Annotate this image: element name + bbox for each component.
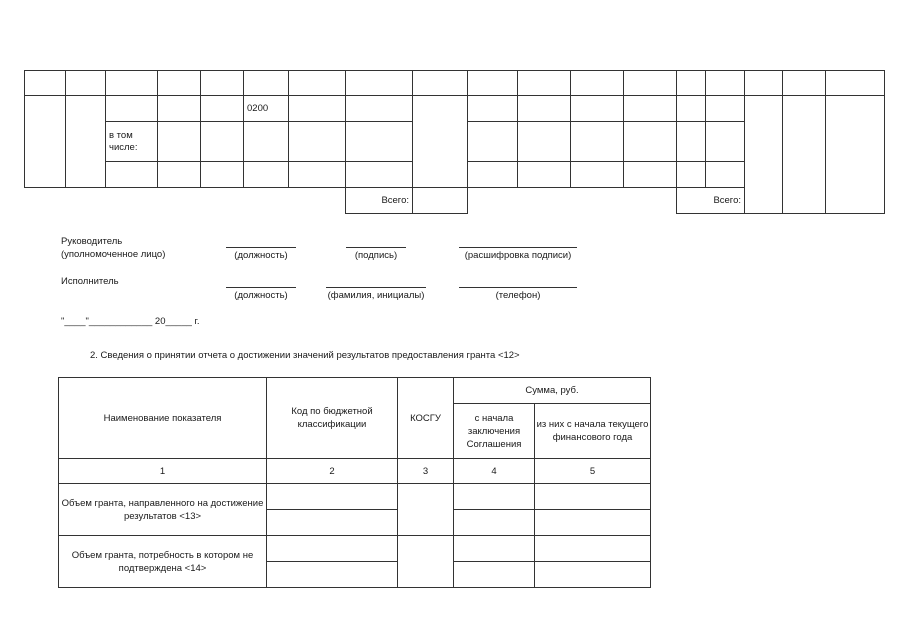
executor-position-line — [226, 287, 296, 288]
row-label: Объем гранта, потребность в котором не подтверждена <14> — [59, 536, 267, 588]
table-row — [59, 536, 651, 562]
col-header-sum-year: из них с начала текущего финансового года — [535, 404, 651, 459]
column-numbers-row — [59, 459, 651, 484]
col-number: 3 — [398, 459, 454, 484]
table-row — [25, 71, 885, 96]
section-2-title: 2. Сведения о принятии отчета о достижении значений результатов предоставления гранта <12> — [90, 350, 520, 361]
header-row — [59, 378, 651, 404]
head-label — [61, 235, 221, 261]
total-label: Всего: — [677, 188, 745, 214]
acceptance-table — [58, 377, 651, 588]
col-header-sum: Сумма, руб. — [454, 378, 651, 404]
executor-name-line — [326, 287, 426, 288]
total-label: Всего: — [346, 188, 413, 214]
head-decoding-line — [459, 247, 577, 248]
executor-label: Исполнитель — [61, 276, 119, 287]
col-header-kosgu: КОСГУ — [398, 378, 454, 459]
head-signature-line — [346, 247, 406, 248]
executor-phone-caption: (телефон) — [495, 290, 541, 301]
head-position-line — [226, 247, 296, 248]
table-row — [59, 484, 651, 510]
col-header-code: Код по бюджетной классификации — [267, 378, 398, 459]
table-row — [25, 96, 885, 122]
head-decoding-caption: (расшифровка подписи) — [464, 250, 572, 261]
col-number: 1 — [59, 459, 267, 484]
including-label: в том числе: — [106, 122, 158, 162]
results-table — [24, 70, 885, 214]
head-position-caption: (должность) — [234, 250, 288, 261]
row-label: Объем гранта, направленного на достижение результатов <13> — [59, 484, 267, 536]
head-label-line2: (уполномоченное лицо) — [61, 249, 166, 260]
col-number: 4 — [454, 459, 535, 484]
head-label-line1: Руководитель — [61, 236, 123, 247]
executor-name-caption: (фамилия, инициалы) — [327, 290, 425, 301]
col-number: 2 — [267, 459, 398, 484]
col-header-name: Наименование показателя — [59, 378, 267, 459]
executor-position-caption: (должность) — [234, 290, 288, 301]
col-number: 5 — [535, 459, 651, 484]
head-signature-caption: (подпись) — [354, 250, 398, 261]
executor-phone-line — [459, 287, 577, 288]
line-code: 0200 — [244, 96, 289, 122]
date-line: "____"____________ 20_____ г. — [61, 316, 200, 327]
col-header-sum-start: с начала заключения Соглашения — [454, 404, 535, 459]
